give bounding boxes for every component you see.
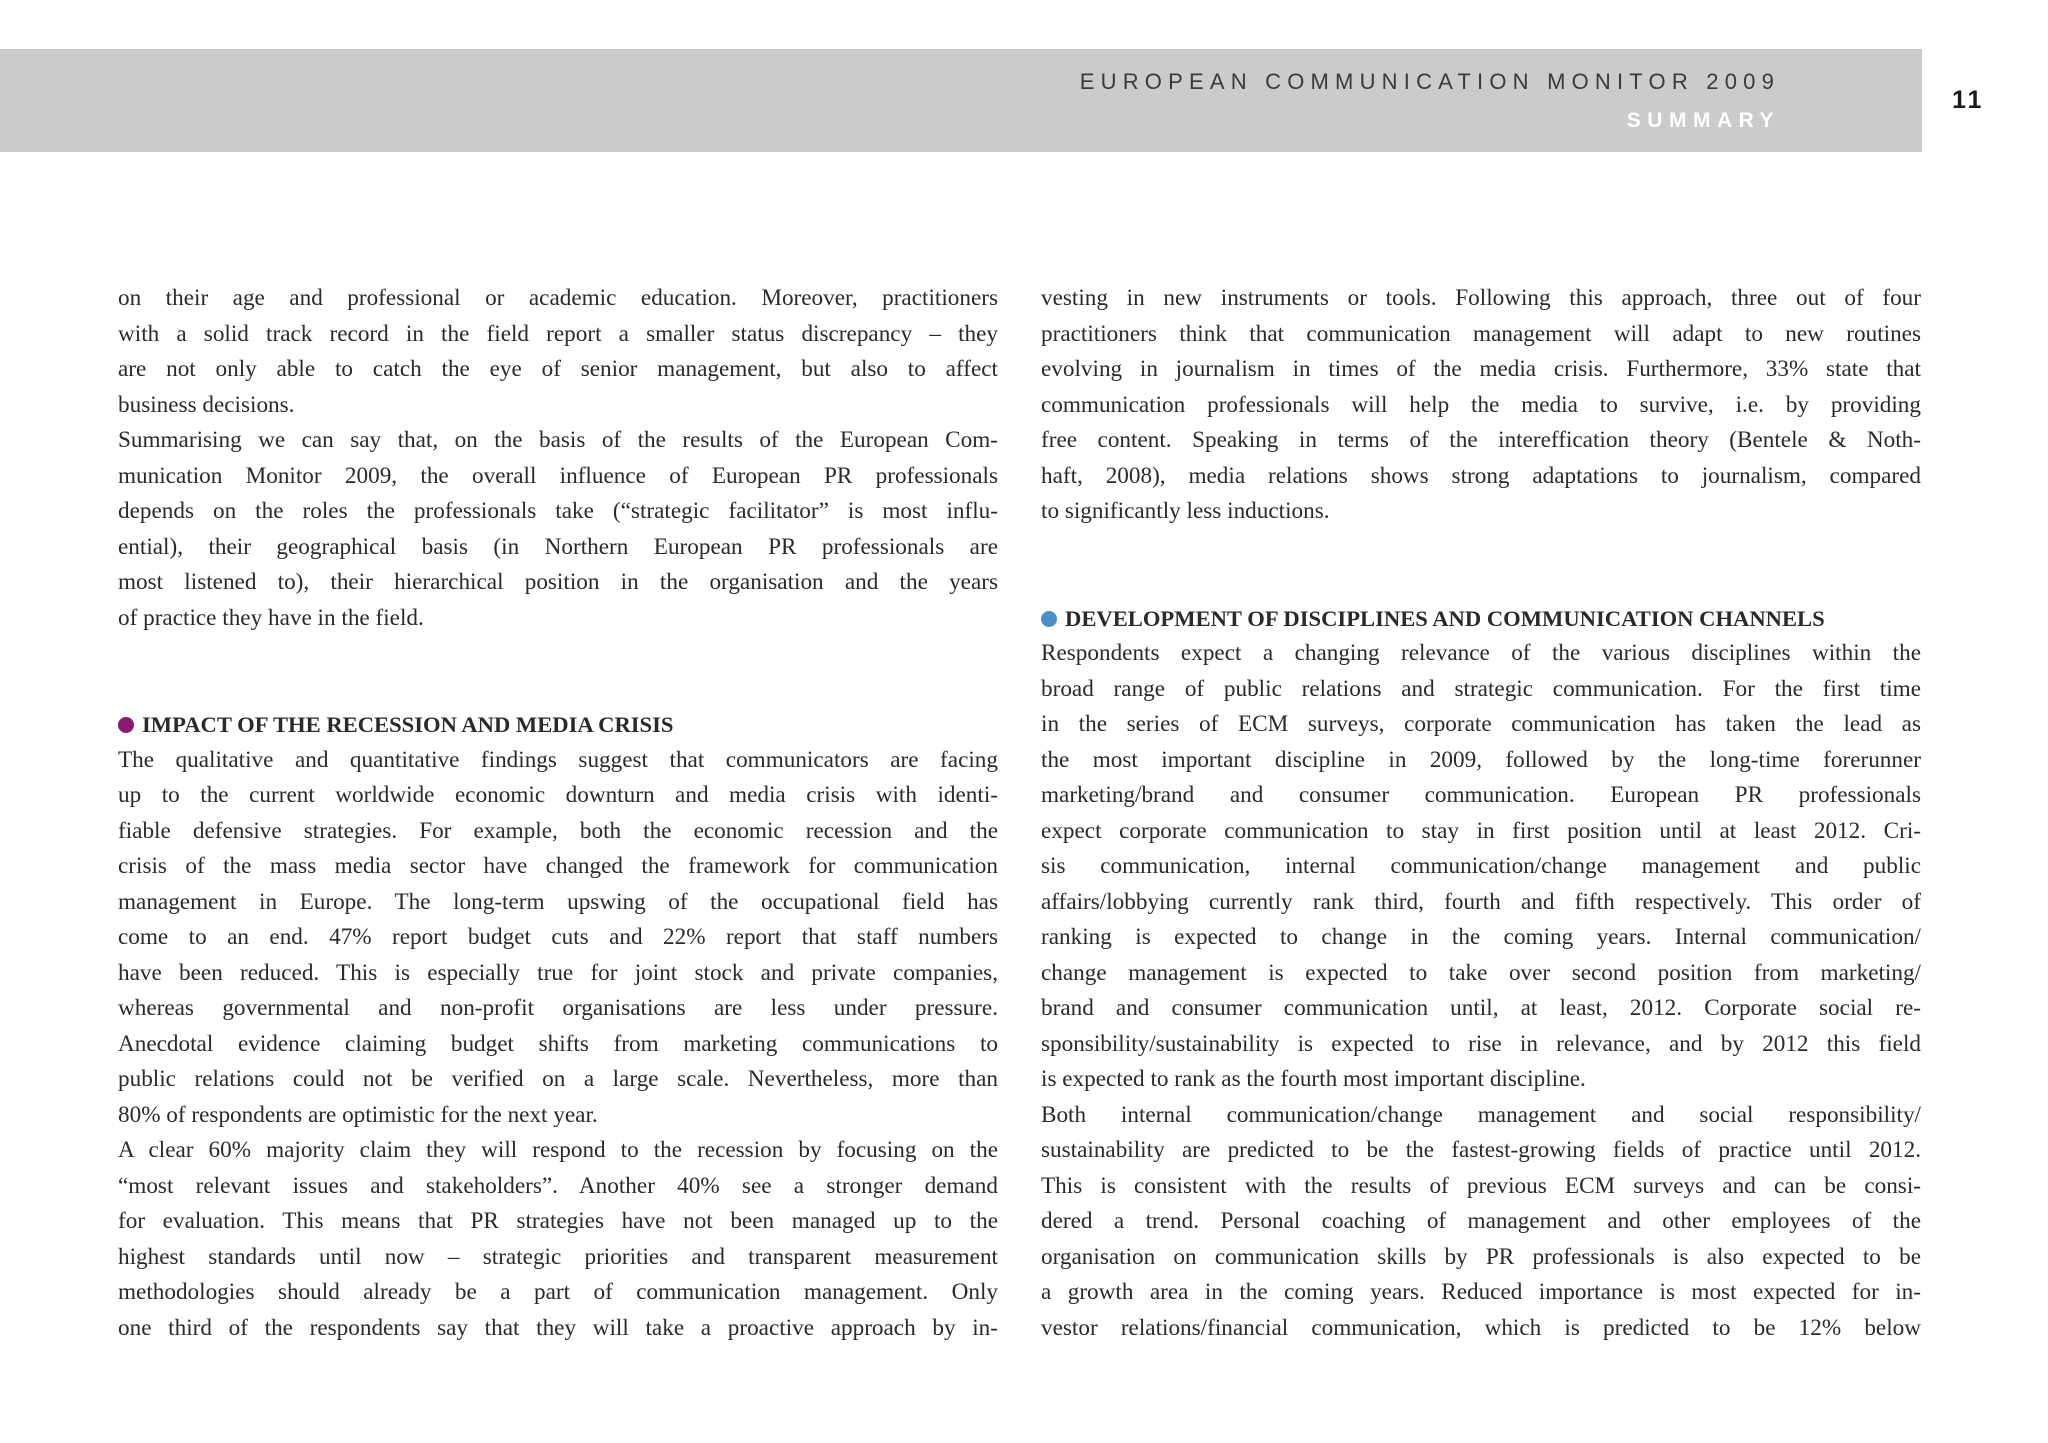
text-line: highest standards until now – strategic priorities and transparent measurement [118,1243,998,1270]
text-line: management in Europe. The long-term upswing of the occupational field has [118,888,998,915]
text-line: ential), their geographical basis (in Northern European PR professionals are [118,533,998,560]
text-line: methodologies should already be a part of communication management. Only [118,1279,998,1305]
section-title: SUMMARY [1626,109,1780,132]
text-line: free content. Speaking in terms of the intereffication theory (Bentele & Noth- [1041,427,1921,453]
section-heading [1041,601,1921,637]
section-heading [118,707,998,743]
text-line: on their age and professional or academic education. Moreover, practitioners [118,285,998,311]
text-line: Both internal communication/change management and social responsibility/ [1041,1101,1921,1128]
text-line: for evaluation. This means that PR strategies have not been managed up to the [118,1208,998,1234]
text-line: haft, 2008), media relations shows strong adaptations to journalism, compared [1041,462,1921,489]
paragraph [118,281,998,423]
text-line: fiable defensive strategies. For example, both the economic recession and the [118,817,998,844]
text-line: munication Monitor 2009, the overall influence of European PR professionals [118,462,998,489]
text-line: in the series of ECM surveys, corporate communication has taken the lead as [1041,711,1921,737]
right-column [1041,281,1921,1346]
text-line: sis communication, internal communication/change management and public [1041,853,1921,879]
text-line: change management is expected to take over second position from marketing/ [1041,959,1921,986]
header-band [0,49,1922,152]
text-line: Anecdotal evidence claiming budget shifts from marketing communications to [118,1030,998,1057]
text-line: sponsibility/sustainability is expected to rise in relevance, and by 2012 this field [1041,1030,1921,1057]
text-line: brand and consumer communication until, at least, 2012. Corporate social re- [1041,995,1921,1021]
paragraph [1041,636,1921,1098]
paragraph [1041,1098,1921,1347]
left-column [118,281,998,1346]
spacer [1041,530,1921,566]
text-line: “most relevant issues and stakeholders”. Another 40% see a stronger demand [118,1172,998,1199]
text-line: marketing/brand and consumer communication. European PR professionals [1041,782,1921,808]
text-line: to significantly less inductions. [1041,498,1330,524]
text-line: up to the current worldwide economic downturn and media crisis with identi- [118,782,998,808]
text-line: The qualitative and quantitative findings suggest that communicators are facing [118,746,998,773]
text-line: dered a trend. Personal coaching of management and other employees of the [1041,1208,1921,1234]
text-line: ranking is expected to change in the coming years. Internal communication/ [1041,924,1921,950]
text-line: A clear 60% majority claim they will respond to the recession by focusing on the [118,1137,998,1163]
text-line: communication professionals will help the media to survive, i.e. by providing [1041,391,1921,418]
section-heading-text: DEVELOPMENT OF DISCIPLINES AND COMMUNICATION CHANNELS [1065,605,1825,631]
paragraph [118,1133,998,1346]
text-line: most listened to), their hierarchical position in the organisation and the years [118,569,998,595]
spacer [118,672,998,708]
spacer [118,636,998,672]
bullet-icon [1041,611,1057,627]
text-line: vestor relations/financial communication, which is predicted to be 12% below [1041,1314,1921,1341]
spacer [1041,565,1921,601]
text-line: of practice they have in the field. [118,604,424,631]
text-line: organisation on communication skills by PR professionals is also expected to be [1041,1243,1921,1270]
text-line: practitioners think that communication management will adapt to new routines [1041,320,1921,347]
paragraph [118,743,998,1134]
paragraph [118,423,998,636]
text-line: come to an end. 47% report budget cuts and 22% report that staff numbers [118,924,998,950]
text-line: one third of the respondents say that they will take a proactive approach by in- [118,1314,998,1341]
text-line: Respondents expect a changing relevance of the various disciplines within the [1041,640,1921,666]
text-line: is expected to rank as the fourth most important discipline. [1041,1066,1586,1092]
text-line: 80% of respondents are optimistic for the next year. [118,1101,598,1128]
text-line: depends on the roles the professionals take (“strategic facilitator” is most influ- [118,498,998,524]
bullet-icon [118,717,134,733]
text-line: a growth area in the coming years. Reduced importance is most expected for in- [1041,1279,1921,1305]
text-line: affairs/lobbying currently rank third, fourth and fifth respectively. This order of [1041,888,1921,915]
text-line: the most important discipline in 2009, followed by the long-time forerunner [1041,746,1921,773]
text-line: broad range of public relations and strategic communication. For the first time [1041,675,1921,702]
text-line: whereas governmental and non-profit organisations are less under pressure. [118,995,998,1021]
text-line: sustainability are predicted to be the fastest-growing fields of practice until 2012. [1041,1137,1921,1163]
publication-title: EUROPEAN COMMUNICATION MONITOR 2009 [1079,69,1780,94]
text-line: crisis of the mass media sector have changed the framework for communication [118,853,998,879]
text-line: public relations could not be verified on a large scale. Nevertheless, more than [118,1066,998,1092]
text-line: have been reduced. This is especially true for joint stock and private companies, [118,959,998,986]
paragraph [1041,281,1921,530]
text-line: business decisions. [118,391,295,418]
page-number: 11 [1952,86,1985,114]
section-heading-text: IMPACT OF THE RECESSION AND MEDIA CRISIS [142,712,674,737]
text-line: Summarising we can say that, on the basis of the results of the European Com- [118,427,998,453]
text-line: are not only able to catch the eye of senior management, but also to affect [118,356,998,382]
text-line: vesting in new instruments or tools. Following this approach, three out of four [1041,285,1921,311]
text-line: with a solid track record in the field report a smaller status discrepancy – they [118,320,998,347]
text-line: evolving in journalism in times of the media crisis. Furthermore, 33% state that [1041,356,1921,382]
text-line: expect corporate communication to stay in first position until at least 2012. Cri- [1041,817,1921,844]
text-line: This is consistent with the results of previous ECM surveys and can be consi- [1041,1172,1921,1199]
